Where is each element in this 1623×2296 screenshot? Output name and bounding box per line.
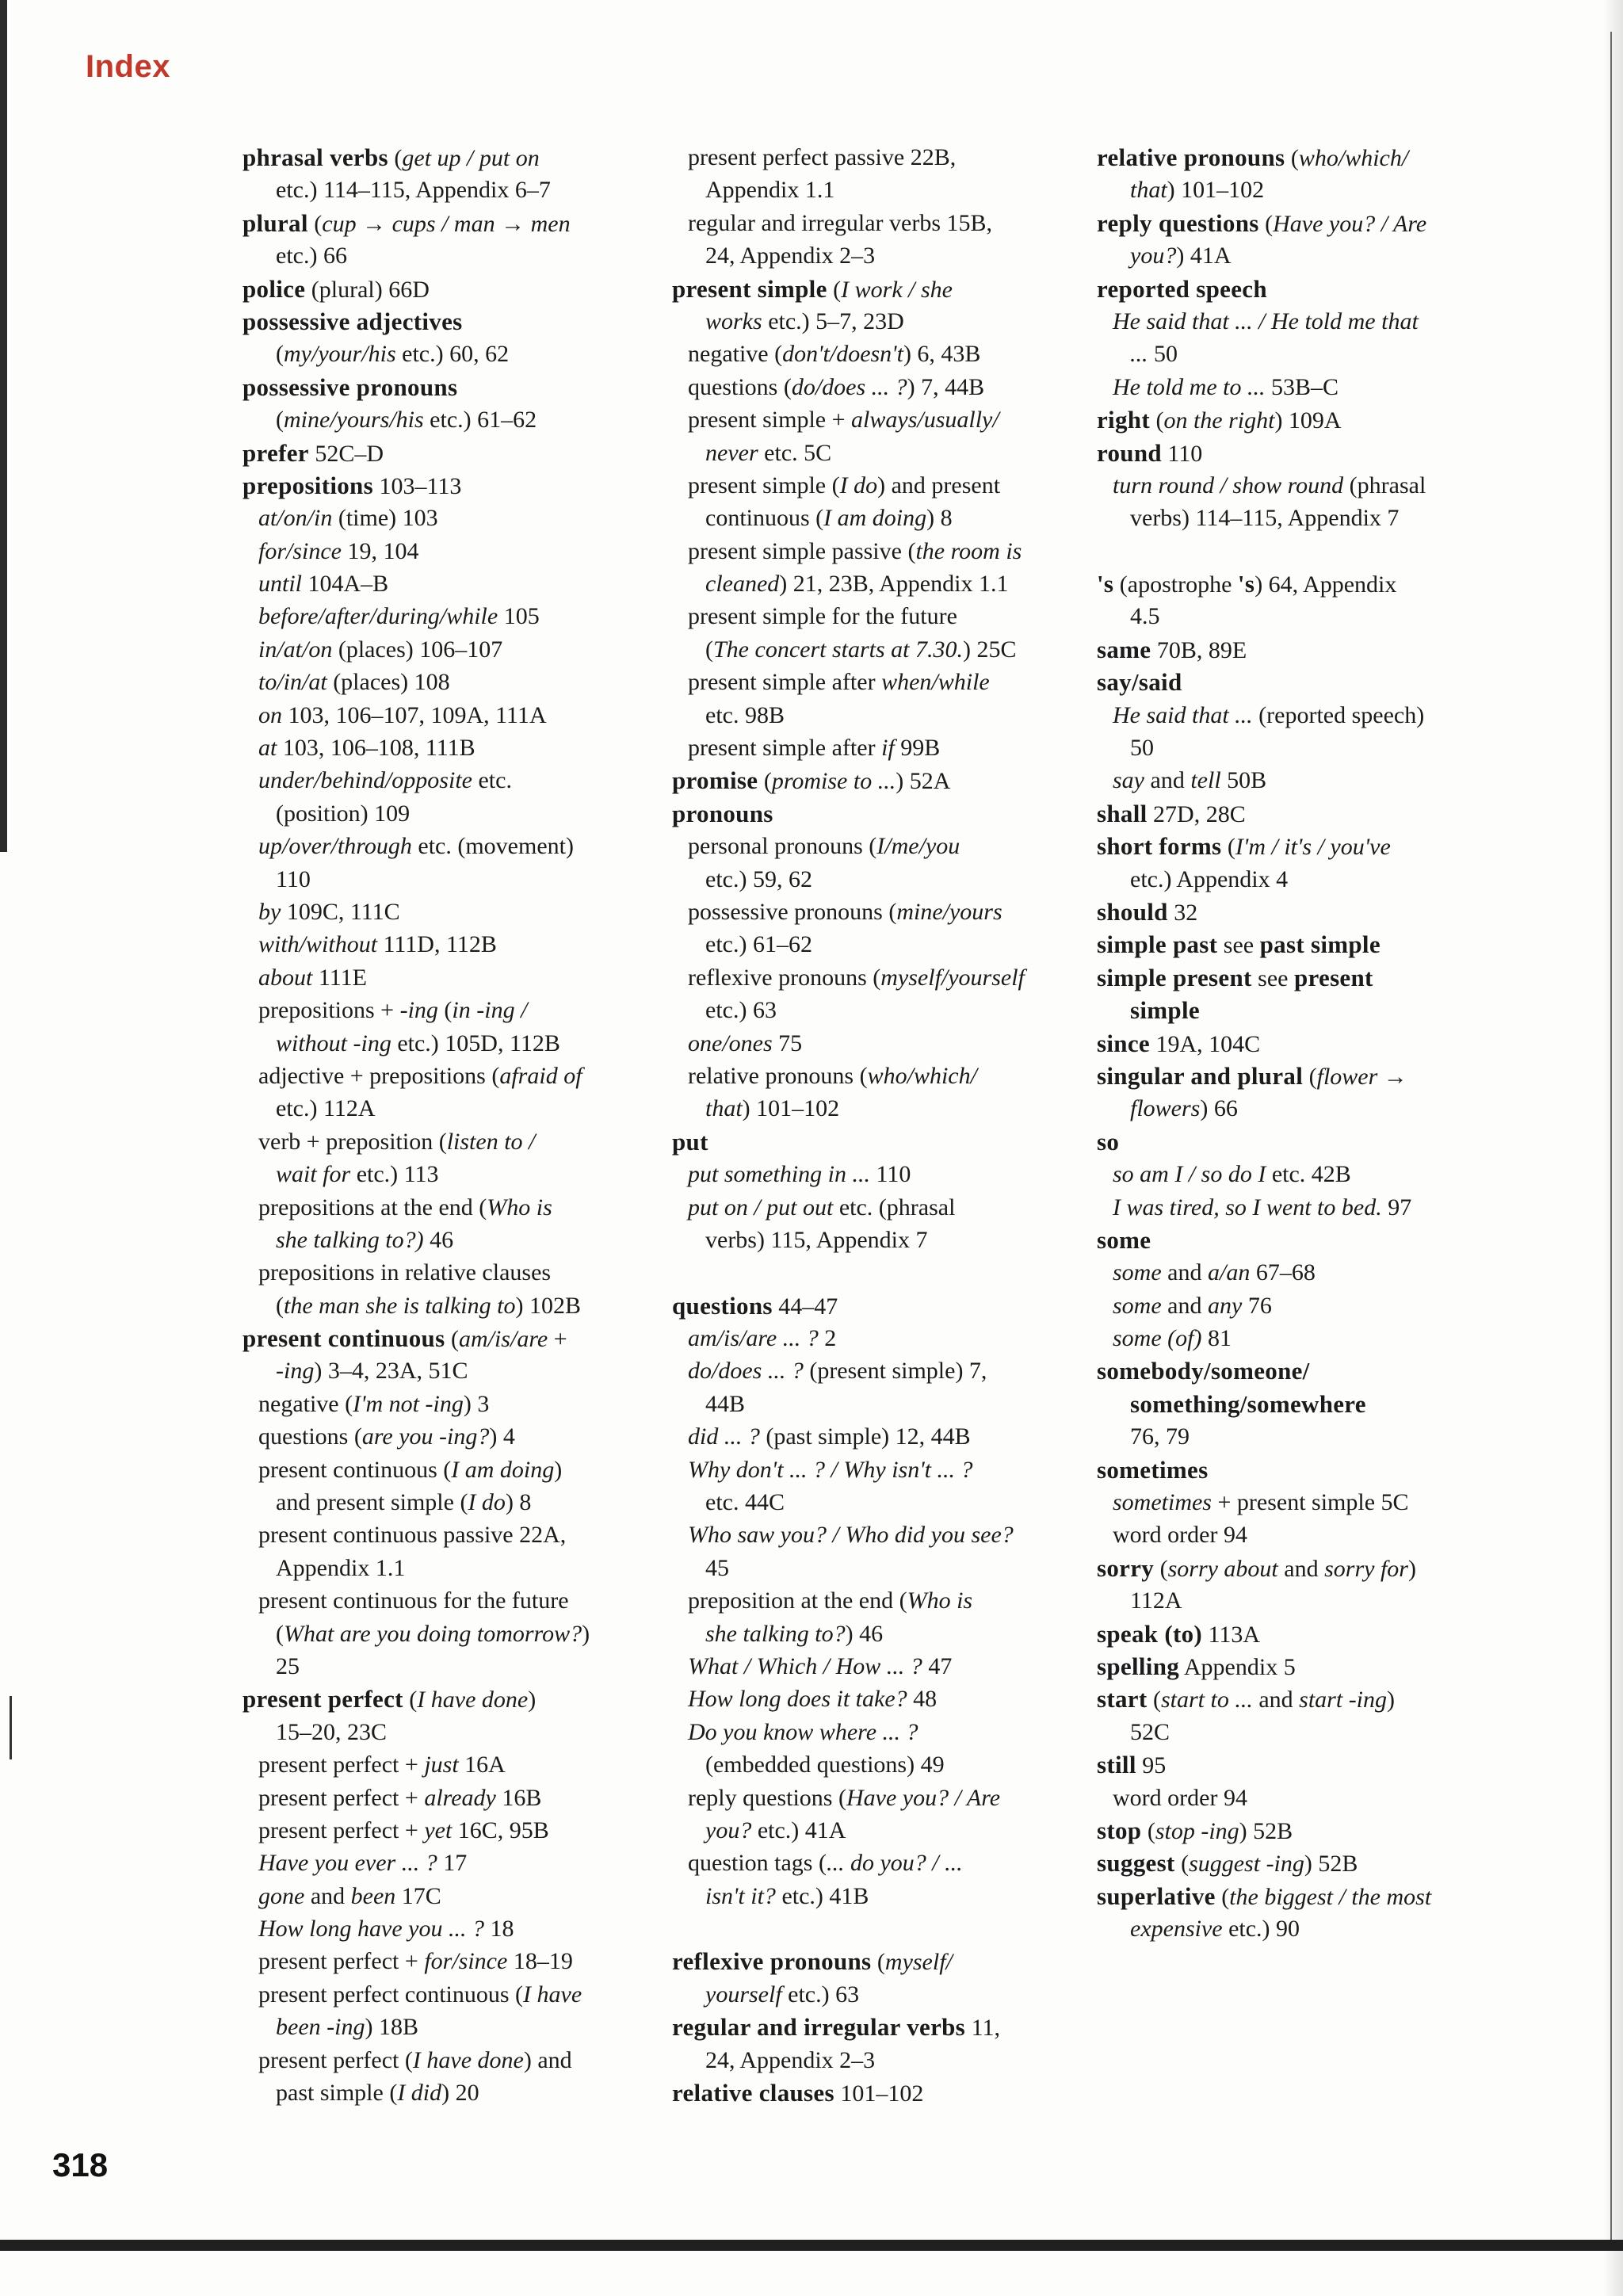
index-entry-line: present perfect continuous (I have — [258, 1981, 582, 2008]
index-entry-line: gone and been 17C — [258, 1882, 441, 1909]
index-entry-line: past simple (I did) 20 — [276, 2080, 479, 2107]
index-entry-line: present simple for the future — [688, 603, 957, 630]
index-entry-line: some (of) 81 — [1113, 1325, 1232, 1352]
index-entry-line: etc.) 66 — [276, 243, 347, 269]
index-entry-line: you?) 41A — [1130, 243, 1232, 269]
index-entry-line: 44B — [705, 1390, 746, 1417]
index-entry-line: present perfect + for/since 18–19 — [258, 1948, 573, 1975]
index-entry-line: (What are you doing tomorrow?) — [276, 1620, 590, 1647]
index-entry-heading: speak (to) 113A — [1097, 1619, 1261, 1648]
index-entry-heading: somebody/someone/ — [1097, 1357, 1310, 1385]
index-entry-heading: some — [1097, 1225, 1151, 1254]
index-entry-line: How long does it take? 48 — [688, 1686, 938, 1713]
index-entry-line: What / Which / How ... ? 47 — [688, 1652, 953, 1679]
index-entry-line: something/somewhere — [1130, 1389, 1366, 1418]
index-entry-line: works etc.) 5–7, 23D — [705, 308, 904, 334]
index-entry-line: by 109C, 111C — [258, 898, 400, 925]
index-entry-line: until 104A–B — [258, 571, 389, 598]
left-page-edge — [0, 0, 7, 852]
index-entry-line: wait for etc.) 113 — [276, 1161, 439, 1188]
index-entry-line: He said that ... (reported speech) — [1113, 701, 1425, 728]
bottom-page-edge — [0, 2240, 1623, 2251]
index-entry-line: question tags (... do you? / ... — [688, 1850, 963, 1877]
index-entry-heading: relative pronouns (who/which/ — [1097, 143, 1409, 171]
index-entry-line: reflexive pronouns (myself/yourself — [688, 964, 1025, 991]
index-entry-heading: 's (apostrophe 's) 64, Appendix — [1097, 570, 1397, 598]
index-entry-heading: since 19A, 104C — [1097, 1029, 1261, 1057]
index-entry-line: He said that ... / He told me that — [1113, 308, 1419, 334]
index-entry-line: flowers) 66 — [1130, 1095, 1238, 1122]
index-entry-line: prepositions + -ing (in -ing / — [258, 997, 528, 1024]
index-entry-heading: relative clauses 101–102 — [672, 2079, 924, 2107]
index-entry-line: so am I / so do I etc. 42B — [1113, 1161, 1351, 1188]
index-entry-heading: sorry (sorry about and sorry for) — [1097, 1553, 1416, 1582]
index-entry-line: present continuous for the future — [258, 1587, 569, 1614]
index-entry-heading: possessive adjectives — [242, 307, 463, 335]
index-entry-heading: promise (promise to ...) 52A — [672, 766, 951, 795]
index-entry-line: (my/your/his etc.) 60, 62 — [276, 341, 510, 368]
index-entry-line: questions (are you -ing?) 4 — [258, 1423, 515, 1450]
index-entry-heading: should 32 — [1097, 897, 1198, 926]
index-entry-line: 24, Appendix 2–3 — [705, 243, 876, 269]
index-entry-heading: same 70B, 89E — [1097, 635, 1247, 663]
index-entry-line: at/on/in (time) 103 — [258, 505, 438, 532]
page-title: Index — [86, 49, 170, 84]
index-column-3 — [1097, 141, 1572, 1945]
index-entry-line: do/does ... ? (present simple) 7, — [688, 1358, 987, 1385]
index-entry-line: Do you know where ... ? — [688, 1718, 918, 1745]
index-entry-line: say and tell 50B — [1113, 767, 1267, 794]
index-entry-line: present perfect + already 16B — [258, 1784, 542, 1811]
index-entry-line: personal pronouns (I/me/you — [688, 833, 960, 860]
index-entry-line: turn round / show round (phrasal — [1113, 472, 1426, 499]
index-entry-heading: regular and irregular verbs 11, — [672, 2013, 1000, 2042]
index-entry-line: etc. 44C — [705, 1489, 785, 1516]
index-entry-line: for/since 19, 104 — [258, 537, 419, 564]
index-entry-line: 76, 79 — [1130, 1423, 1190, 1450]
index-entry-heading: still 95 — [1097, 1751, 1167, 1779]
index-entry-line: present continuous (I am doing) — [258, 1456, 563, 1483]
index-entry-heading: pronouns — [672, 799, 773, 827]
index-entry-heading: questions 44–47 — [672, 1291, 838, 1320]
index-entry-heading: sometimes — [1097, 1455, 1209, 1484]
index-spacer — [672, 1256, 1100, 1289]
index-entry-line: present perfect passive 22B, — [688, 144, 957, 170]
index-entry-heading: shall 27D, 28C — [1097, 799, 1246, 827]
index-spacer — [672, 1912, 1100, 1945]
index-entry-line: present perfect + yet 16C, 95B — [258, 1817, 549, 1843]
index-entry-line: (mine/yours/his etc.) 61–62 — [276, 407, 537, 434]
index-entry-line: yourself etc.) 63 — [705, 1981, 860, 2008]
index-entry-line: present continuous passive 22A, — [258, 1522, 567, 1549]
index-entry-heading: spelling Appendix 5 — [1097, 1652, 1296, 1680]
index-entry-line: up/over/through etc. (movement) — [258, 833, 574, 860]
index-entry-line: with/without 111D, 112B — [258, 931, 497, 958]
index-entry-heading: reported speech — [1097, 274, 1267, 303]
index-entry-line: 25 — [276, 1652, 300, 1679]
index-entry-line: regular and irregular verbs 15B, — [688, 209, 993, 236]
index-entry-heading: round 110 — [1097, 438, 1203, 467]
index-column-2 — [672, 141, 1100, 2109]
index-entry-line: etc.) 112A — [276, 1095, 376, 1122]
index-entry-line: about 111E — [258, 964, 367, 991]
index-entry-line: negative (don't/doesn't) 6, 43B — [688, 341, 981, 368]
index-entry-line: present perfect (I have done) and — [258, 2046, 572, 2073]
index-entry-line: -ing) 3–4, 23A, 51C — [276, 1358, 468, 1385]
index-entry-heading: police (plural) 66D — [242, 274, 430, 303]
index-entry-line: etc.) Appendix 4 — [1130, 865, 1289, 892]
index-entry-heading: plural (cup → cups / man → men — [242, 208, 571, 237]
index-entry-heading: singular and plural (flower → — [1097, 1061, 1407, 1090]
index-entry-line: ... 50 — [1130, 341, 1178, 368]
index-entry-heading: stop (stop -ing) 52B — [1097, 1816, 1293, 1844]
index-entry-line: to/in/at (places) 108 — [258, 669, 450, 696]
index-entry-line: preposition at the end (Who is — [688, 1587, 973, 1614]
index-entry-line: verbs) 115, Appendix 7 — [705, 1226, 928, 1253]
index-entry-line: 45 — [705, 1554, 729, 1581]
index-entry-line: prepositions in relative clauses — [258, 1259, 552, 1286]
index-entry-line: cleaned) 21, 23B, Appendix 1.1 — [705, 571, 1009, 598]
index-entry-heading: reply questions (Have you? / Are — [1097, 208, 1427, 237]
index-entry-heading: simple present see present — [1097, 963, 1373, 991]
index-entry-line: 110 — [276, 865, 311, 892]
index-entry-line: prepositions at the end (Who is — [258, 1194, 552, 1221]
index-entry-line: been -ing) 18B — [276, 2014, 418, 2041]
index-entry-line: and present simple (I do) 8 — [276, 1489, 532, 1516]
left-margin-mark — [10, 1696, 12, 1759]
index-entry-line: reply questions (Have you? / Are — [688, 1784, 1001, 1811]
index-entry-line: adjective + prepositions (afraid of — [258, 1062, 582, 1089]
index-entry-line: on 103, 106–107, 109A, 111A — [258, 701, 547, 728]
index-entry-heading: put — [672, 1127, 708, 1156]
index-entry-line: How long have you ... ? 18 — [258, 1916, 514, 1943]
page-gutter-shadow — [1602, 0, 1623, 2296]
index-entry-line: she talking to?) 46 — [705, 1620, 884, 1647]
index-entry-line: she talking to?) 46 — [276, 1226, 454, 1253]
index-entry-line: 4.5 — [1130, 603, 1160, 630]
index-column-1 — [242, 141, 670, 2109]
index-entry-line: continuous (I am doing) 8 — [705, 505, 953, 532]
index-entry-line: 50 — [1130, 735, 1154, 762]
index-entry-line: did ... ? (past simple) 12, 44B — [688, 1423, 971, 1450]
index-entry-line: (the man she is talking to) 102B — [276, 1292, 581, 1319]
index-entry-line: Have you ever ... ? 17 — [258, 1850, 468, 1877]
index-entry-line: (embedded questions) 49 — [705, 1752, 945, 1778]
index-entry-heading: start (start to ... and start -ing) — [1097, 1685, 1396, 1713]
page-number: 318 — [52, 2146, 109, 2183]
index-entry-line: 15–20, 23C — [276, 1718, 388, 1745]
index-entry-heading: prepositions 103–113 — [242, 471, 462, 499]
index-entry-heading: superlative (the biggest / the most — [1097, 1881, 1432, 1910]
index-entry-line: present simple after if 99B — [688, 735, 941, 762]
index-entry-line: present simple after when/while — [688, 669, 990, 696]
index-entry-line: 112A — [1130, 1587, 1182, 1614]
index-entry-line: Appendix 1.1 — [276, 1554, 406, 1581]
index-entry-heading: so — [1097, 1127, 1120, 1156]
index-entry-line: present perfect + just 16A — [258, 1752, 506, 1778]
index-entry-line: never etc. 5C — [705, 439, 832, 466]
index-entry-heading: right (on the right) 109A — [1097, 406, 1342, 434]
index-entry-line: (The concert starts at 7.30.) 25C — [705, 636, 1017, 663]
index-entry-line: that) 101–102 — [1130, 177, 1265, 204]
index-entry-line: before/after/during/while 105 — [258, 603, 540, 630]
index-entry-line: put something in ... 110 — [688, 1161, 911, 1188]
index-entry-heading: prefer 52C–D — [242, 438, 384, 467]
index-entry-line: present simple (I do) and present — [688, 472, 1001, 499]
index-entry-line: in/at/on (places) 106–107 — [258, 636, 503, 663]
index-entry-line: without -ing etc.) 105D, 112B — [276, 1030, 560, 1056]
index-entry-line: etc.) 114–115, Appendix 6–7 — [276, 177, 551, 204]
index-entry-heading: short forms (I'm / it's / you've — [1097, 832, 1391, 861]
index-entry-line: Why don't ... ? / Why isn't ... ? — [688, 1456, 973, 1483]
index-entry-line: etc. 98B — [705, 701, 785, 728]
index-spacer — [1097, 535, 1572, 567]
index-entry-line: that) 101–102 — [705, 1095, 840, 1122]
index-entry-heading: say/said — [1097, 668, 1182, 697]
index-entry-heading: simple past see past simple — [1097, 930, 1381, 959]
index-entry-heading: suggest (suggest -ing) 52B — [1097, 1849, 1358, 1878]
index-entry-line: 52C — [1130, 1718, 1170, 1745]
index-entry-heading: present continuous (am/is/are + — [242, 1324, 567, 1353]
index-entry-line: He told me to ... 53B–C — [1113, 373, 1338, 400]
index-entry-line: 24, Appendix 2–3 — [705, 2046, 876, 2073]
index-entry-line: word order 94 — [1113, 1784, 1247, 1811]
index-entry-line: negative (I'm not -ing) 3 — [258, 1390, 490, 1417]
index-entry-line: relative pronouns (who/which/ — [688, 1062, 977, 1089]
index-entry-heading: reflexive pronouns (myself/ — [672, 1947, 953, 1976]
index-entry-line: expensive etc.) 90 — [1130, 1916, 1300, 1943]
index-entry-heading: phrasal verbs (get up / put on — [242, 143, 540, 171]
index-entry-line: verb + preposition (listen to / — [258, 1128, 536, 1155]
index-entry-line: present simple + always/usually/ — [688, 407, 999, 434]
index-entry-heading: present simple (I work / she — [672, 274, 953, 303]
page-gutter-line — [1610, 32, 1612, 2243]
index-entry-line: I was tired, so I went to bed. 97 — [1113, 1194, 1412, 1221]
index-entry-line: under/behind/opposite etc. — [258, 767, 512, 794]
index-entry-line: etc.) 61–62 — [705, 931, 812, 958]
index-entry-line: verbs) 114–115, Appendix 7 — [1130, 505, 1400, 532]
index-entry-line: etc.) 59, 62 — [705, 865, 812, 892]
index-entry-line: Who saw you? / Who did you see? — [688, 1522, 1014, 1549]
index-entry-heading: present perfect (I have done) — [242, 1685, 537, 1713]
index-entry-line: at 103, 106–108, 111B — [258, 735, 475, 762]
index-entry-line: possessive pronouns (mine/yours — [688, 898, 1002, 925]
index-entry-line: questions (do/does ... ?) 7, 44B — [688, 373, 985, 400]
index-entry-line: some and any 76 — [1113, 1292, 1272, 1319]
index-entry-line: (position) 109 — [276, 800, 411, 827]
index-entry-line: present simple passive (the room is — [688, 537, 1022, 564]
index-entry-line: some and a/an 67–68 — [1113, 1259, 1316, 1286]
index-entry-line: Appendix 1.1 — [705, 177, 835, 204]
index-entry-line: word order 94 — [1113, 1522, 1247, 1549]
index-entry-line: put on / put out etc. (phrasal — [688, 1194, 956, 1221]
index-entry-line: one/ones 75 — [688, 1030, 803, 1056]
index-entry-heading: possessive pronouns — [242, 372, 458, 401]
index-entry-line: sometimes + present simple 5C — [1113, 1489, 1409, 1516]
index-entry-line: am/is/are ... ? 2 — [688, 1325, 837, 1352]
index-entry-line: you? etc.) 41A — [705, 1817, 846, 1843]
index-entry-line: simple — [1130, 996, 1200, 1025]
index-entry-line: isn't it? etc.) 41B — [705, 1882, 869, 1909]
index-entry-line: etc.) 63 — [705, 997, 777, 1024]
